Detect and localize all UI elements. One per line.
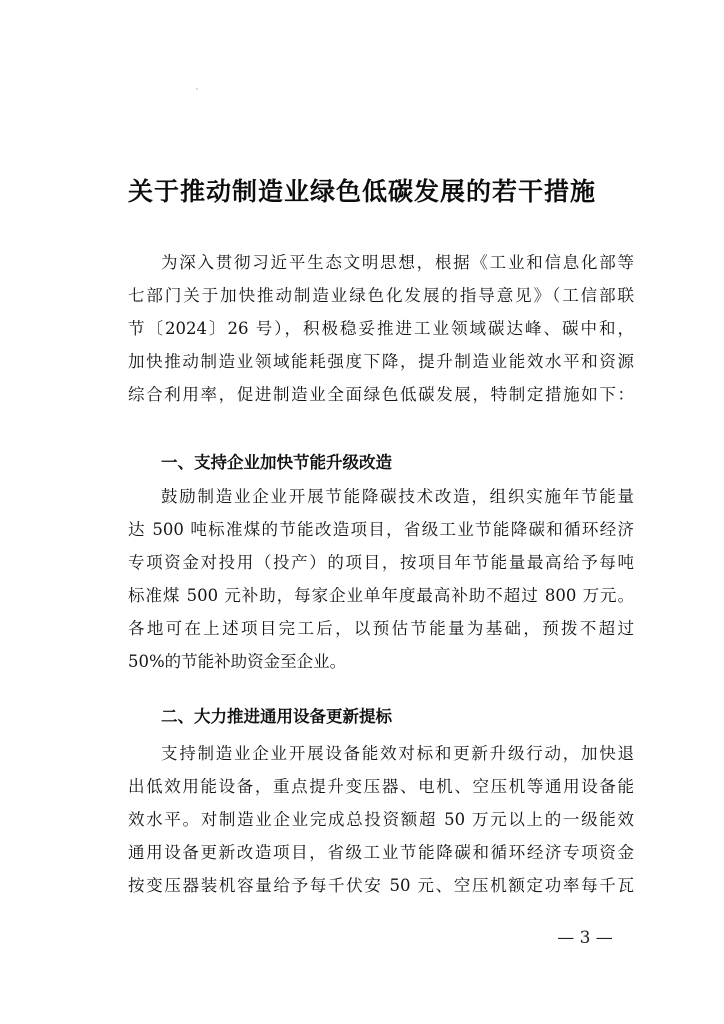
paragraph-line: 为深入贯彻习近平生态文明思想，根据《工业和信息化部等 [161, 253, 634, 272]
paragraph-line: 支持制造业企业开展设备能效对标和更新升级行动，加快退 [161, 744, 634, 763]
paragraph-line: 按变压器装机容量给予每千伏安 50 元、空压机额定功率每千瓦 [128, 876, 634, 895]
paragraph-line: 鼓励制造业企业开展节能降碳技术改造，组织实施年节能量 [161, 487, 634, 506]
paragraph-line: 出低效用能设备，重点提升变压器、电机、空压机等通用设备能 [128, 777, 634, 796]
paragraph-line: 七部门关于加快推动制造业绿色化发展的指导意见》（工信部联 [128, 286, 634, 305]
paragraph-line: 达 500 吨标准煤的节能改造项目，省级工业节能降碳和循环经济 [128, 520, 634, 539]
paragraph-line: 标准煤 500 元补助，每家企业单年度最高补助不超过 800 万元。 [128, 586, 634, 605]
paragraph-line: 加快推动制造业领域能耗强度下降，提升制造业能效水平和资源 [128, 352, 634, 371]
paragraph-line: 节〔2024〕26 号），积极稳妥推进工业领域碳达峰、碳中和， [128, 319, 634, 338]
section-1-paragraph [128, 480, 634, 678]
paragraph-line: 通用设备更新改造项目，省级工业节能降碳和循环经济专项资金 [128, 843, 634, 862]
intro-paragraph [128, 246, 634, 411]
paragraph-line: 专项资金对投用（投产）的项目，按项目年节能量最高给予每吨 [128, 553, 634, 572]
paragraph-line: 50%的节能补助资金至企业。 [128, 652, 347, 671]
section-heading-2: 二、大力推进通用设备更新提标 [161, 707, 392, 726]
page-number: — 3 — [557, 928, 613, 948]
paragraph-line: 效水平。对制造业企业完成总投资额超 50 万元以上的一级能效 [128, 810, 634, 829]
paragraph-line: 综合利用率，促进制造业全面绿色低碳发展，特制定措施如下： [128, 385, 634, 404]
scan-speck [196, 88, 198, 90]
paragraph-line: 各地可在上述项目完工后，以预估节能量为基础，预拨不超过 [128, 619, 634, 638]
document-title: 关于推动制造业绿色低碳发展的若干措施 [127, 177, 596, 206]
section-2-paragraph [128, 737, 634, 902]
section-heading-1: 一、支持企业加快节能升级改造 [161, 453, 392, 472]
